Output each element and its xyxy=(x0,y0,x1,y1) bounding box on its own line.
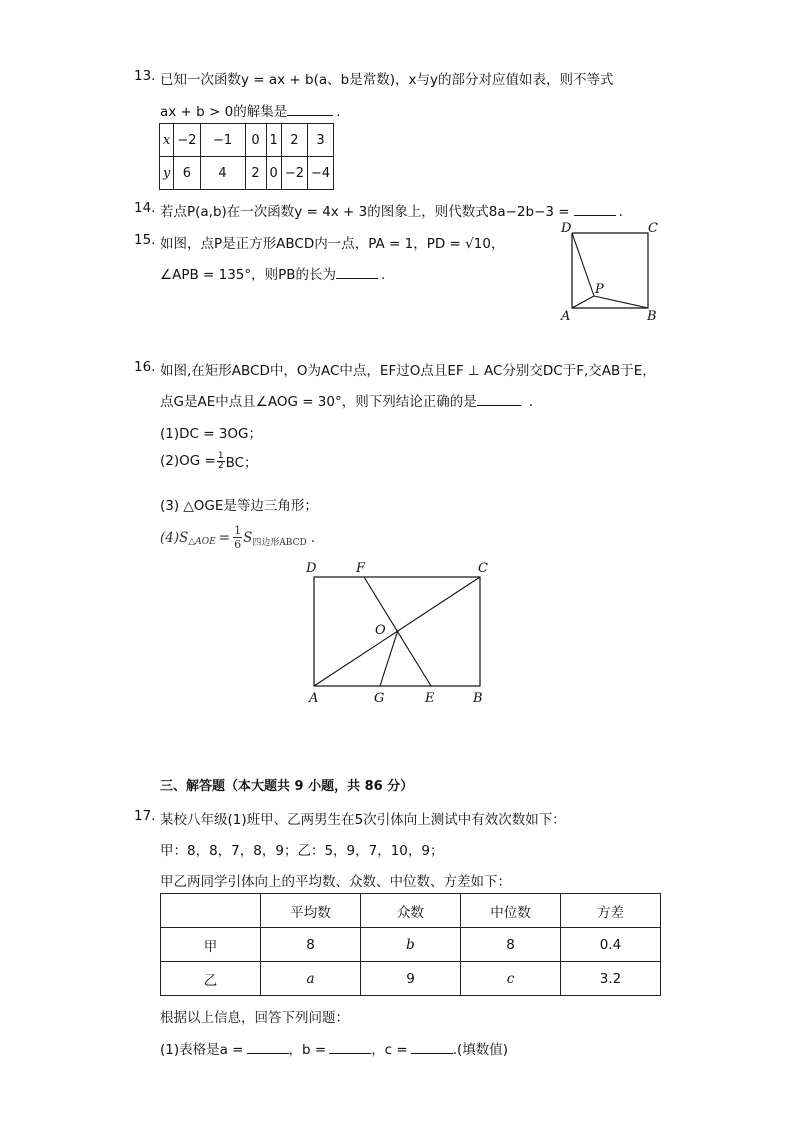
q14-line xyxy=(160,200,623,220)
label-A: A xyxy=(561,309,571,324)
answer-blank xyxy=(287,103,333,116)
q15-square-figure xyxy=(556,218,666,328)
table-cell: 3.2 xyxy=(561,962,661,996)
table-cell: 6 xyxy=(174,157,200,190)
table-cell: x xyxy=(160,124,174,157)
q16-rectangle-figure xyxy=(298,556,498,716)
answer-blank xyxy=(574,203,616,216)
q15-line2-tail: . xyxy=(381,267,386,283)
q16-option2 xyxy=(160,451,258,471)
q16-option4 xyxy=(160,524,315,551)
table-row xyxy=(160,157,334,190)
table-cell: −1 xyxy=(200,124,245,157)
table-header-cell: 中位数 xyxy=(461,894,561,928)
q16-line1: 如图,在矩形ABCD中，O为AC中点，EF过O点且EF ⊥ AC分别交DC于F,交AB于E， xyxy=(160,363,656,379)
table-cell: b xyxy=(361,928,461,962)
q13-line1: 已知一次函数y = ax + b(a、b是常数)，x与y的部分对应值如表，则不等式 xyxy=(160,72,614,88)
answer-blank xyxy=(411,1041,453,1054)
table-cell: 4 xyxy=(200,157,245,190)
q14-tail: . xyxy=(618,204,623,220)
subscript: 四边形ABCD xyxy=(252,538,307,548)
q17-line4: 根据以上信息，回答下列问题： xyxy=(160,1010,349,1026)
q17-part1-b: ，b = xyxy=(288,1042,327,1058)
q13-number: 13. xyxy=(134,68,156,84)
table-row xyxy=(160,124,334,157)
table-header-row xyxy=(161,894,661,928)
label-D: D xyxy=(561,221,572,236)
answer-blank xyxy=(247,1041,289,1054)
table-cell: y xyxy=(160,157,174,190)
subscript: △AOE xyxy=(188,536,216,547)
table-header-cell xyxy=(161,894,261,928)
numerator: 1 xyxy=(234,524,242,537)
q16-opt4-tail: . xyxy=(310,529,315,546)
q17-line1: 某校八年级(1)班甲、乙两男生在5次引体向上测试中有效次数如下： xyxy=(160,812,566,828)
q17-stats-table xyxy=(160,893,661,996)
label-E: E xyxy=(425,691,435,706)
q16-opt2-text: (2)OG = xyxy=(160,453,216,469)
table-cell: 2 xyxy=(245,157,266,190)
q17-part1-d: .(填数值) xyxy=(452,1042,509,1058)
label-P: P xyxy=(595,282,604,297)
table-cell: 0 xyxy=(245,124,266,157)
table-cell: 8 xyxy=(261,928,361,962)
table-header-cell: 众数 xyxy=(361,894,461,928)
label-A: A xyxy=(309,691,319,706)
answer-blank xyxy=(336,266,378,279)
q16-number: 16. xyxy=(134,359,156,375)
label-F: F xyxy=(356,561,366,576)
q17-number: 17. xyxy=(134,808,156,824)
table-cell: 0.4 xyxy=(561,928,661,962)
q16-opt4-text: (4)S xyxy=(160,529,189,546)
q13-line2 xyxy=(160,100,341,120)
q17-part1-c: ，c = xyxy=(371,1042,408,1058)
q16-option1: (1)DC = 3OG； xyxy=(160,426,263,442)
table-cell: 0 xyxy=(266,157,281,190)
table-cell: −2 xyxy=(174,124,200,157)
q13-line2-text: ax + b > 0的解集是 xyxy=(160,104,288,120)
q15-line2 xyxy=(160,263,385,283)
q16-line2 xyxy=(160,390,533,410)
q15-line1: 如图，点P是正方形ABCD内一点，PA = 1，PD = √10， xyxy=(160,236,505,252)
table-header-cell: 平均数 xyxy=(261,894,361,928)
q17-part1-a: (1)表格是a = xyxy=(160,1042,244,1058)
label-O: O xyxy=(375,623,386,638)
q15-number: 15. xyxy=(134,232,156,248)
label-G: G xyxy=(374,691,385,706)
table-cell: c xyxy=(461,962,561,996)
answer-blank xyxy=(329,1041,371,1054)
denominator: 6 xyxy=(234,538,242,551)
denominator: 2 xyxy=(217,460,224,471)
table-cell: 3 xyxy=(307,124,333,157)
label-C: C xyxy=(648,221,658,236)
fraction xyxy=(233,524,242,551)
q17-line5 xyxy=(160,1038,508,1058)
q14-text: 若点P(a,b)在一次函数y = 4x + 3的图象上，则代数式8a−2b−3 = xyxy=(160,204,570,220)
fraction xyxy=(217,452,225,471)
label-C: C xyxy=(478,561,488,576)
q17-line3: 甲乙两同学引体向上的平均数、众数、中位数、方差如下： xyxy=(160,874,511,890)
label-D: D xyxy=(306,561,317,576)
q13-value-table xyxy=(159,123,334,190)
q16-line2-tail: . xyxy=(528,394,534,410)
q14-number: 14. xyxy=(134,200,156,216)
q17-line2: 甲：8，8，7，8，9；乙：5，9，7，10，9； xyxy=(160,843,444,859)
numerator: 1 xyxy=(217,450,224,461)
q13-line2-tail: . xyxy=(336,104,341,120)
table-cell: 2 xyxy=(281,124,307,157)
table-cell: 乙 xyxy=(161,962,261,996)
table-header-cell: 方差 xyxy=(561,894,661,928)
table-cell: 1 xyxy=(266,124,281,157)
table-cell: −4 xyxy=(307,157,333,190)
table-row xyxy=(161,962,661,996)
table-cell: 甲 xyxy=(161,928,261,962)
answer-blank xyxy=(477,393,521,406)
table-cell: 8 xyxy=(461,928,561,962)
q16-option3: (3) △OGE是等边三角形； xyxy=(160,498,318,514)
table-row xyxy=(161,928,661,962)
q15-line2-text: ∠APB = 135°，则PB的长为 xyxy=(160,267,337,283)
q16-line2-text: 点G是AE中点且∠AOG = 30°，则下列结论正确的是 xyxy=(160,394,477,410)
equals: = xyxy=(218,529,231,546)
label-B: B xyxy=(647,309,657,324)
label-B: B xyxy=(473,691,483,706)
q16-opt2-tail: BC； xyxy=(225,455,258,471)
table-cell: a xyxy=(261,962,361,996)
table-cell: −2 xyxy=(281,157,307,190)
table-cell: 9 xyxy=(361,962,461,996)
section-heading: 三、解答题（本大题共 9 小题，共 86 分） xyxy=(160,779,414,794)
q16-opt4-s: S xyxy=(243,529,253,546)
